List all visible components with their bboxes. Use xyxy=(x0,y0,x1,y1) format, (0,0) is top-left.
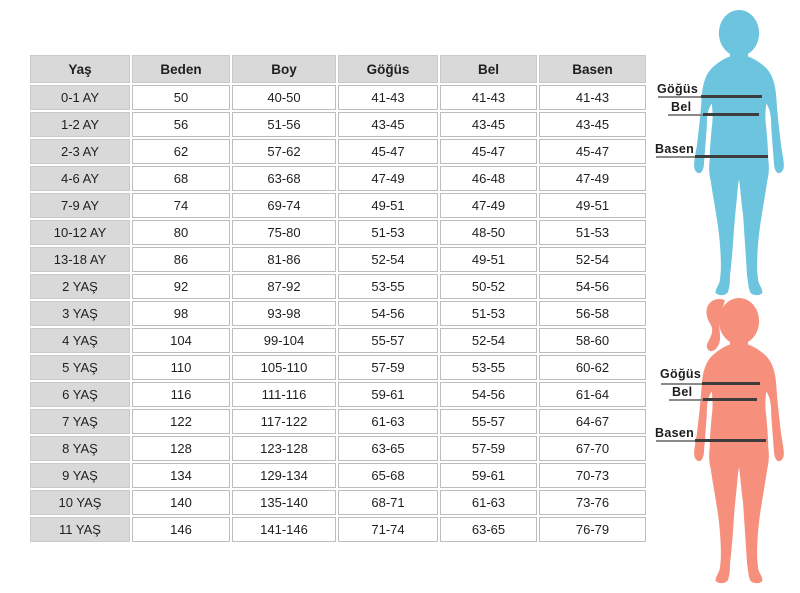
value-cell: 48-50 xyxy=(440,220,537,245)
row-header-cell: 13-18 AY xyxy=(30,247,130,272)
value-cell: 45-47 xyxy=(338,139,438,164)
value-cell: 49-51 xyxy=(539,193,646,218)
value-cell: 59-61 xyxy=(338,382,438,407)
value-cell: 43-45 xyxy=(338,112,438,137)
value-cell: 45-47 xyxy=(539,139,646,164)
row-header-cell: 2-3 AY xyxy=(30,139,130,164)
value-cell: 123-128 xyxy=(232,436,336,461)
table-row xyxy=(30,247,646,272)
value-cell: 56-58 xyxy=(539,301,646,326)
value-cell: 129-134 xyxy=(232,463,336,488)
row-header-cell: 5 YAŞ xyxy=(30,355,130,380)
value-cell: 41-43 xyxy=(440,85,537,110)
chest-measure-line-top xyxy=(701,95,762,98)
table-row xyxy=(30,112,646,137)
value-cell: 50-52 xyxy=(440,274,537,299)
column-header: Bel xyxy=(440,55,537,83)
row-header-cell: 4-6 AY xyxy=(30,166,130,191)
row-header-cell: 7-9 AY xyxy=(30,193,130,218)
value-cell: 93-98 xyxy=(232,301,336,326)
value-cell: 74 xyxy=(132,193,230,218)
value-cell: 61-63 xyxy=(338,409,438,434)
table-row xyxy=(30,355,646,380)
value-cell: 92 xyxy=(132,274,230,299)
value-cell: 51-53 xyxy=(338,220,438,245)
value-cell: 146 xyxy=(132,517,230,542)
value-cell: 71-74 xyxy=(338,517,438,542)
chest-label-top: Göğüs xyxy=(657,82,699,96)
row-header-cell: 10 YAŞ xyxy=(30,490,130,515)
value-cell: 51-56 xyxy=(232,112,336,137)
value-cell: 87-92 xyxy=(232,274,336,299)
value-cell: 99-104 xyxy=(232,328,336,353)
value-cell: 47-49 xyxy=(440,193,537,218)
value-cell: 52-54 xyxy=(539,247,646,272)
value-cell: 62 xyxy=(132,139,230,164)
value-cell: 54-56 xyxy=(440,382,537,407)
value-cell: 70-73 xyxy=(539,463,646,488)
value-cell: 68 xyxy=(132,166,230,191)
waist-label-top: Bel xyxy=(671,100,692,114)
value-cell: 140 xyxy=(132,490,230,515)
value-cell: 53-55 xyxy=(440,355,537,380)
waist-measure-line-bottom xyxy=(703,398,757,401)
column-header: Yaş xyxy=(30,55,130,83)
table-row xyxy=(30,517,646,542)
value-cell: 58-60 xyxy=(539,328,646,353)
column-header: Boy xyxy=(232,55,336,83)
column-header: Göğüs xyxy=(338,55,438,83)
value-cell: 43-45 xyxy=(539,112,646,137)
hip-label-top: Basen xyxy=(655,142,695,156)
value-cell: 63-65 xyxy=(440,517,537,542)
value-cell: 61-63 xyxy=(440,490,537,515)
waist-label-bottom: Bel xyxy=(672,385,693,399)
value-cell: 75-80 xyxy=(232,220,336,245)
table-row xyxy=(30,490,646,515)
value-cell: 135-140 xyxy=(232,490,336,515)
value-cell: 117-122 xyxy=(232,409,336,434)
table-row xyxy=(30,166,646,191)
table-row xyxy=(30,220,646,245)
row-header-cell: 3 YAŞ xyxy=(30,301,130,326)
value-cell: 57-62 xyxy=(232,139,336,164)
table-row xyxy=(30,193,646,218)
row-header-cell: 0-1 AY xyxy=(30,85,130,110)
boy-silhouette xyxy=(686,8,792,296)
value-cell: 122 xyxy=(132,409,230,434)
value-cell: 46-48 xyxy=(440,166,537,191)
value-cell: 47-49 xyxy=(539,166,646,191)
value-cell: 40-50 xyxy=(232,85,336,110)
value-cell: 104 xyxy=(132,328,230,353)
value-cell: 141-146 xyxy=(232,517,336,542)
value-cell: 54-56 xyxy=(338,301,438,326)
row-header-cell: 11 YAŞ xyxy=(30,517,130,542)
value-cell: 134 xyxy=(132,463,230,488)
header-row xyxy=(30,55,646,83)
value-cell: 51-53 xyxy=(440,301,537,326)
hip-measure-line-top xyxy=(695,155,768,158)
value-cell: 73-76 xyxy=(539,490,646,515)
table-row xyxy=(30,382,646,407)
table-row xyxy=(30,328,646,353)
hip-label-bottom: Basen xyxy=(655,426,695,440)
row-header-cell: 1-2 AY xyxy=(30,112,130,137)
row-header-cell: 7 YAŞ xyxy=(30,409,130,434)
value-cell: 86 xyxy=(132,247,230,272)
value-cell: 69-74 xyxy=(232,193,336,218)
table-row xyxy=(30,85,646,110)
value-cell: 50 xyxy=(132,85,230,110)
chest-label-bottom: Göğüs xyxy=(660,367,702,381)
value-cell: 116 xyxy=(132,382,230,407)
row-header-cell: 2 YAŞ xyxy=(30,274,130,299)
value-cell: 98 xyxy=(132,301,230,326)
value-cell: 65-68 xyxy=(338,463,438,488)
value-cell: 110 xyxy=(132,355,230,380)
table-row xyxy=(30,409,646,434)
value-cell: 55-57 xyxy=(338,328,438,353)
row-header-cell: 8 YAŞ xyxy=(30,436,130,461)
value-cell: 49-51 xyxy=(440,247,537,272)
value-cell: 52-54 xyxy=(440,328,537,353)
value-cell: 47-49 xyxy=(338,166,438,191)
table-row xyxy=(30,463,646,488)
value-cell: 61-64 xyxy=(539,382,646,407)
column-header: Basen xyxy=(539,55,646,83)
value-cell: 63-68 xyxy=(232,166,336,191)
value-cell: 55-57 xyxy=(440,409,537,434)
column-header: Beden xyxy=(132,55,230,83)
value-cell: 80 xyxy=(132,220,230,245)
table-row xyxy=(30,436,646,461)
value-cell: 57-59 xyxy=(440,436,537,461)
value-cell: 43-45 xyxy=(440,112,537,137)
value-cell: 63-65 xyxy=(338,436,438,461)
value-cell: 45-47 xyxy=(440,139,537,164)
value-cell: 76-79 xyxy=(539,517,646,542)
row-header-cell: 10-12 AY xyxy=(30,220,130,245)
value-cell: 81-86 xyxy=(232,247,336,272)
value-cell: 56 xyxy=(132,112,230,137)
table-row xyxy=(30,274,646,299)
value-cell: 68-71 xyxy=(338,490,438,515)
value-cell: 49-51 xyxy=(338,193,438,218)
table-row xyxy=(30,139,646,164)
value-cell: 41-43 xyxy=(539,85,646,110)
value-cell: 60-62 xyxy=(539,355,646,380)
value-cell: 128 xyxy=(132,436,230,461)
row-header-cell: 4 YAŞ xyxy=(30,328,130,353)
value-cell: 41-43 xyxy=(338,85,438,110)
value-cell: 111-116 xyxy=(232,382,336,407)
value-cell: 57-59 xyxy=(338,355,438,380)
waist-measure-line-top xyxy=(703,113,759,116)
value-cell: 105-110 xyxy=(232,355,336,380)
value-cell: 53-55 xyxy=(338,274,438,299)
value-cell: 51-53 xyxy=(539,220,646,245)
value-cell: 64-67 xyxy=(539,409,646,434)
chest-measure-line-bottom xyxy=(702,382,760,385)
table-row xyxy=(30,301,646,326)
hip-measure-line-bottom xyxy=(695,439,766,442)
value-cell: 67-70 xyxy=(539,436,646,461)
boy-silhouette-icon xyxy=(686,8,792,296)
value-cell: 59-61 xyxy=(440,463,537,488)
size-table xyxy=(28,53,648,544)
value-cell: 54-56 xyxy=(539,274,646,299)
value-cell: 52-54 xyxy=(338,247,438,272)
row-header-cell: 6 YAŞ xyxy=(30,382,130,407)
row-header-cell: 9 YAŞ xyxy=(30,463,130,488)
